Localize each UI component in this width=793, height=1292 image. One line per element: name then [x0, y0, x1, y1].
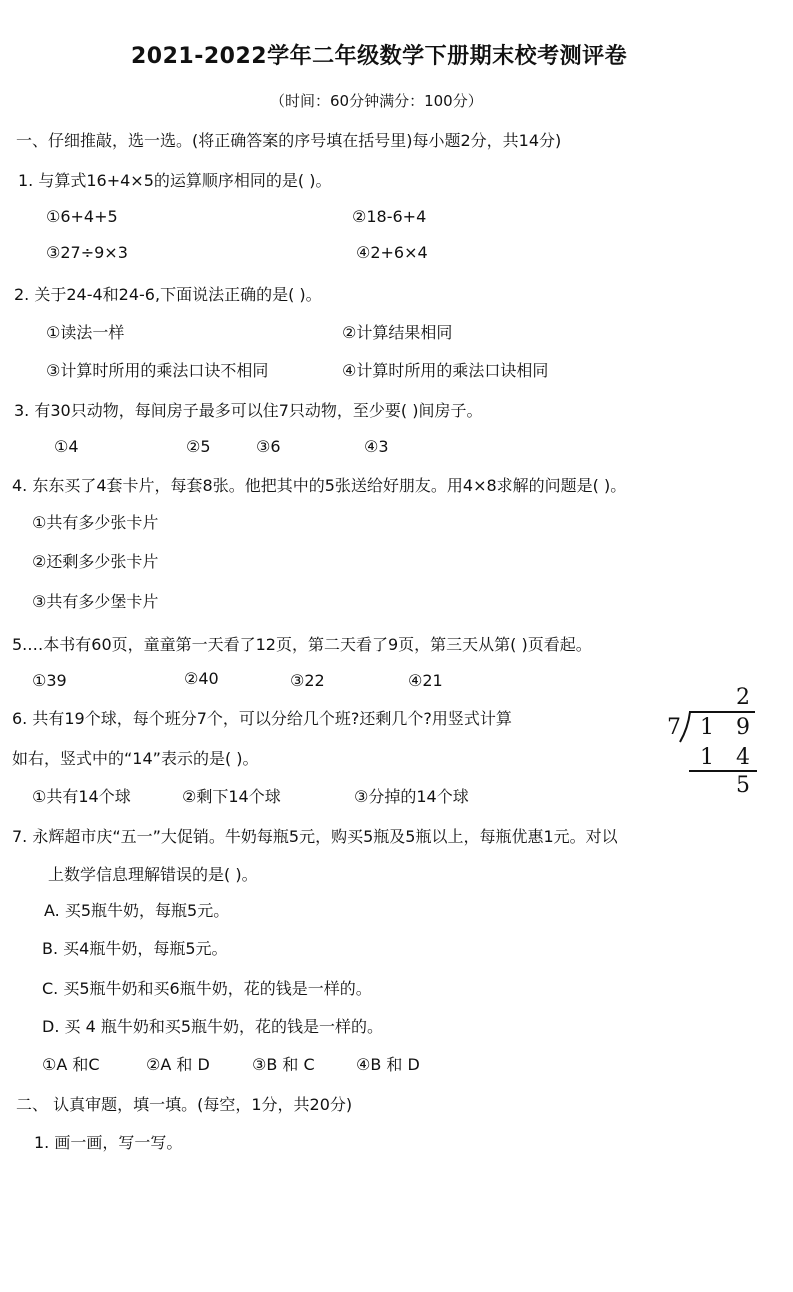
division-quotient: 2	[736, 685, 750, 710]
question-4-option-3: ③共有多少堡卡片	[32, 592, 159, 611]
question-2-option-3: ③计算时所用的乘法口诀不相同	[46, 361, 269, 380]
question-7-statement-d: D. 买 4 瓶牛奶和买5瓶牛奶，花的钱是一样的。	[42, 1017, 384, 1036]
question-7-statement-b: B. 买4瓶牛奶，每瓶5元。	[42, 939, 228, 958]
page-title: 2021-2022学年二年级数学下册期末校考测评卷	[131, 44, 628, 69]
question-7-statement-c: C. 买5瓶牛奶和买6瓶牛奶，花的钱是一样的。	[42, 979, 372, 998]
question-1-option-4: ④2+6×4	[356, 243, 428, 262]
division-bar	[689, 711, 755, 713]
question-3-option-3: ③6	[256, 437, 281, 456]
section-2-question-1: 1. 画一画，写一写。	[34, 1133, 183, 1152]
question-2-option-2: ②计算结果相同	[342, 323, 453, 342]
question-3-stem: 3. 有30只动物，每间房子最多可以住7只动物，至少要( )间房子。	[14, 401, 483, 420]
question-2-option-4: ④计算时所用的乘法口诀相同	[342, 361, 549, 380]
question-5-option-3: ③22	[290, 671, 325, 690]
question-4-option-2: ②还剩多少张卡片	[32, 552, 159, 571]
division-bracket	[678, 710, 692, 744]
question-1-option-2: ②18-6+4	[352, 207, 427, 226]
division-divisor: 7	[667, 715, 681, 740]
division-dividend-ones: 9	[736, 715, 750, 740]
question-6-option-3: ③分掉的14个球	[354, 787, 469, 806]
division-dividend-tens: 1	[700, 715, 714, 740]
question-6-option-2: ②剩下14个球	[182, 787, 281, 806]
question-2-option-1: ①读法一样	[46, 323, 125, 342]
question-6-option-1: ①共有14个球	[32, 787, 131, 806]
question-2-stem: 2. 关于24-4和24-6,下面说法正确的是( )。	[14, 285, 322, 304]
question-6-stem-continued: 如右，竖式中的“14”表示的是( )。	[12, 749, 259, 768]
question-3-option-4: ④3	[364, 437, 389, 456]
question-5-option-2: ②40	[184, 669, 219, 688]
section-2-heading: 二、 认真审题，填一填。(每空，1分，共20分)	[16, 1095, 353, 1114]
question-5-stem: 5.…本书有60页，童童第一天看了12页，第二天看了9页，第三天从第( )页看起。	[12, 635, 592, 654]
division-subtract-line	[689, 770, 757, 772]
question-4-stem: 4. 东东买了4套卡片，每套8张。他把其中的5张送给好朋友。用4×8求解的问题是( )。	[12, 476, 627, 495]
page-subtitle: （时间：60分钟满分：100分）	[270, 92, 483, 110]
question-7-option-2: ②A 和 D	[146, 1055, 210, 1074]
section-1-heading: 一、仔细推敲，选一选。(将正确答案的序号填在括号里)每小题2分，共14分)	[16, 131, 562, 150]
question-5-option-4: ④21	[408, 671, 443, 690]
division-product-tens: 1	[700, 745, 714, 770]
question-4-option-1: ①共有多少张卡片	[32, 513, 159, 532]
question-3-option-1: ①4	[54, 437, 79, 456]
question-7-option-4: ④B 和 D	[356, 1055, 420, 1074]
question-6-stem: 6. 共有19个球，每个班分7个，可以分给几个班?还剩几个?用竖式计算	[12, 709, 512, 728]
division-product-ones: 4	[736, 745, 750, 770]
question-7-option-1: ①A 和C	[42, 1055, 100, 1074]
question-1-stem: 1. 与算式16+4×5的运算顺序相同的是( )。	[18, 171, 332, 190]
question-7-statement-a: A. 买5瓶牛奶，每瓶5元。	[44, 901, 230, 920]
question-7-stem-continued: 上数学信息理解错误的是( )。	[48, 865, 258, 884]
question-7-option-3: ③B 和 C	[252, 1055, 315, 1074]
question-7-stem: 7. 永辉超市庆“五一”大促销。牛奶每瓶5元，购买5瓶及5瓶以上，每瓶优惠1元。对以	[12, 827, 618, 846]
question-5-option-1: ①39	[32, 671, 67, 690]
division-remainder: 5	[736, 773, 750, 798]
question-1-option-3: ③27÷9×3	[46, 243, 128, 262]
question-1-option-1: ①6+4+5	[46, 207, 118, 226]
question-3-option-2: ②5	[186, 437, 211, 456]
